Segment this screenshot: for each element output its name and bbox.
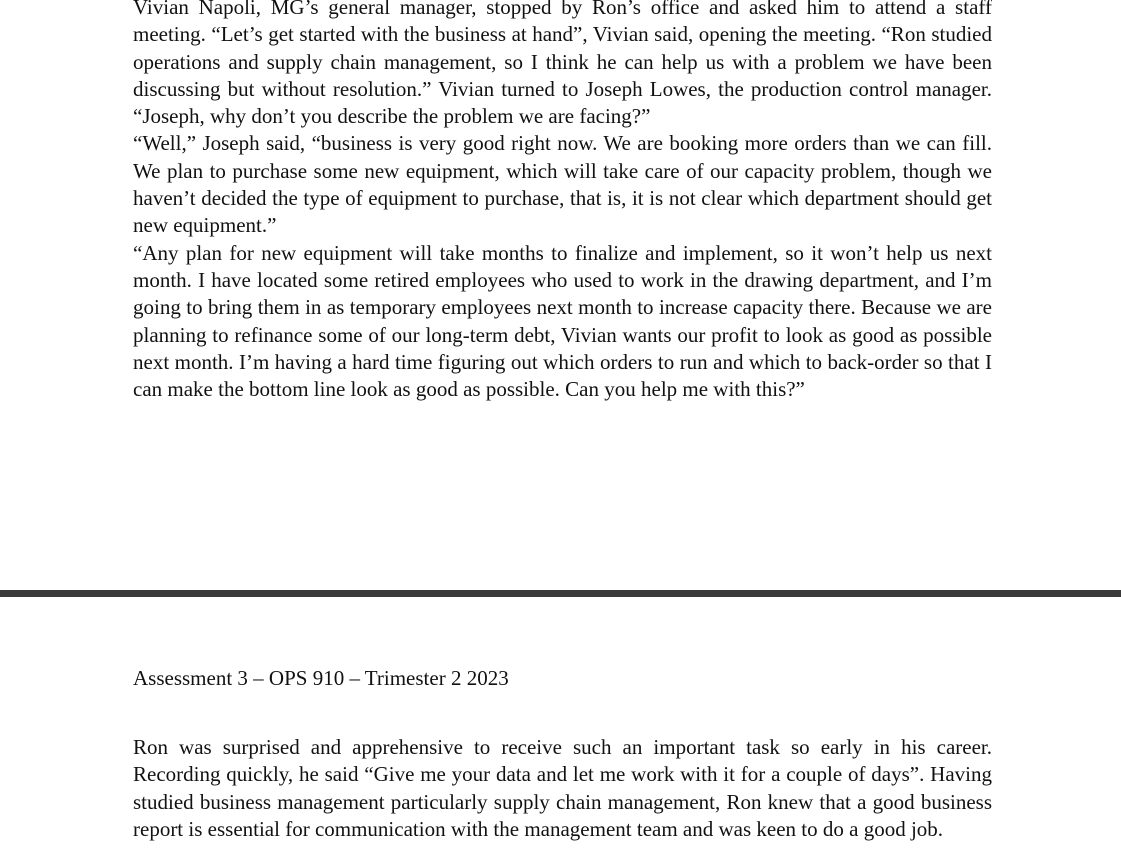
paragraph-ron-reaction: Ron was surprised and apprehensive to receive such an important task so early in his career. Recording quickly, he said “Give me your data and let me work with it for a couple of days”. Having studied business management particularly supply chain management, Ron knew that a good business report is essential for communication with the management team and was keen to do a good job.: [133, 735, 992, 841]
paragraph-meeting-intro: Vivian Napoli, MG’s general manager, stopped by Ron’s office and asked him to attend a staff meeting. “Let’s get started with the business at hand”, Vivian said, opening the meeting. “Ron studied operations and supply chain management, so I think he can help us with a problem we have been discussing but without resolution.” Vivian turned to Joseph Lowes, the production control manager. “Joseph, why don’t you describe the problem we are facing?”: [133, 0, 992, 129]
case-continuation: [133, 734, 992, 843]
page-separator: [0, 590, 1121, 597]
paragraph-equipment-plan: “Any plan for new equipment will take months to finalize and implement, so it won’t help us next month. I have located some retired employees who used to work in the drawing department, and I’m going to bring them in as temporary employees next month to increase capacity there. Because we are planning to refinance some of our long-term debt, Vivian wants our profit to look as good as possible next month. I’m having a hard time figuring out which orders to run and which to back-order so that I can make the bottom line look as good as possible. Can you help me with this?”: [133, 240, 992, 402]
document-page-bottom: [0, 597, 1121, 866]
paragraph-joseph-response: “Well,” Joseph said, “business is very good right now. We are booking more orders than we can fill. We plan to purchase some new equipment, which will take care of our capacity problem, though we haven’t decided the type of equipment to purchase, that is, it is not clear which department should get new equipment.”: [133, 131, 992, 238]
case-narrative: [133, 0, 992, 403]
page-header: Assessment 3 – OPS 910 – Trimester 2 2023: [133, 666, 509, 690]
